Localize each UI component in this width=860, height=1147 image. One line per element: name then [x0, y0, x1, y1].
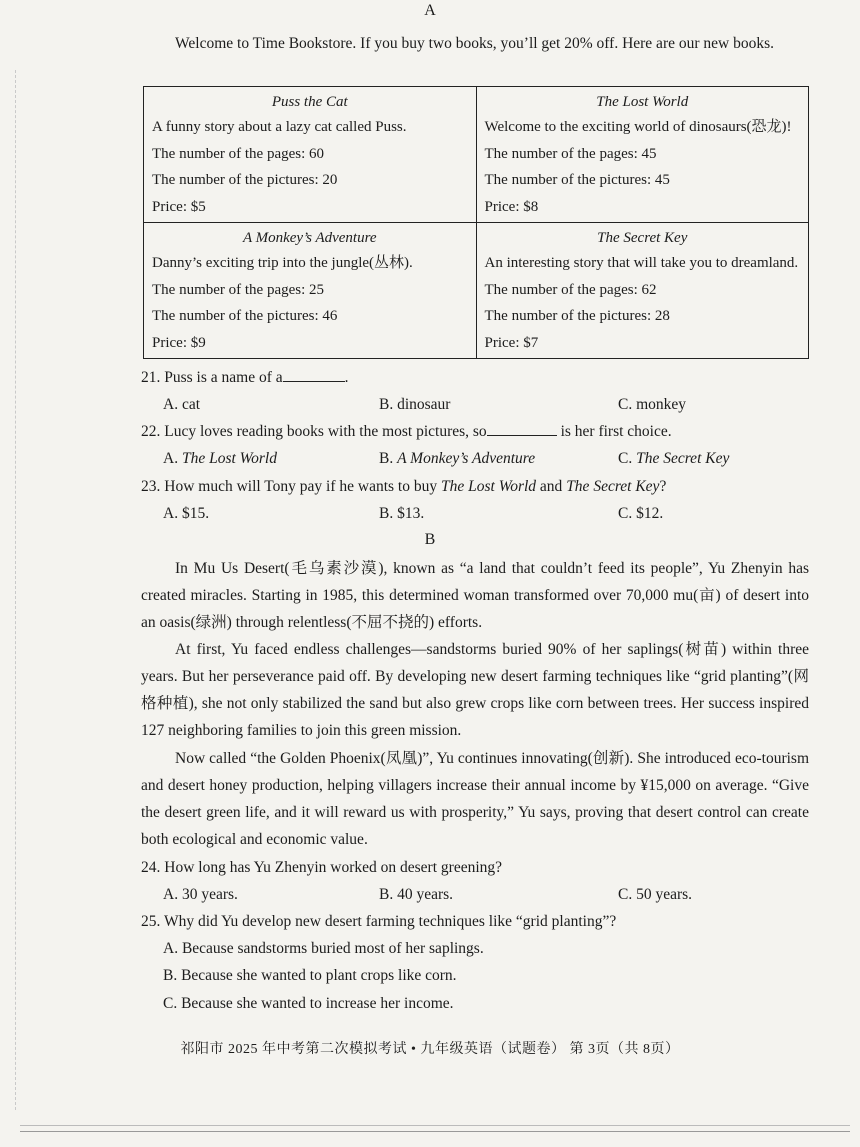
option-c: C. Because she wanted to increase her income.: [163, 995, 454, 1012]
table-row: [144, 223, 809, 359]
book-cell: [144, 223, 477, 359]
answer-blank[interactable]: [487, 421, 557, 436]
book-price: Price: $9: [152, 334, 206, 351]
bottom-rule: [20, 1131, 850, 1132]
question-stem-end: .: [344, 369, 349, 386]
book-cell: [476, 87, 809, 223]
page-footer: 祁阳市 2025 年中考第二次模拟考试 • 九年级英语（试题卷） 第 3页（共 8页）: [180, 1042, 680, 1057]
answer-blank[interactable]: [283, 367, 345, 382]
option-b: B. dinosaur: [379, 396, 451, 413]
question-stem: 23. How much will Tony pay if he wants to buy: [141, 478, 441, 495]
option-title: The Secret Key: [636, 450, 730, 467]
option-a: [163, 448, 277, 470]
question-stem: 22. Lucy loves reading books with the most pictures, so: [141, 423, 487, 440]
option-b: [379, 448, 535, 470]
question-23: [141, 476, 666, 498]
question-21: [141, 367, 349, 389]
option-title: A Monkey’s Adventure: [397, 450, 536, 467]
book-table: [143, 86, 809, 359]
section-a-intro: Welcome to Time Bookstore. If you buy two books, you’ll get 20% off. Here are our new books.: [175, 35, 774, 52]
question-22: [141, 421, 672, 443]
bottom-rule: [20, 1125, 850, 1126]
option-a: A. $15.: [163, 505, 210, 522]
option-c: [618, 448, 729, 470]
book-title: Puss the Cat: [271, 94, 348, 110]
book-title-ref: The Secret Key: [566, 478, 660, 495]
book-title-ref: The Lost World: [441, 478, 537, 495]
option-a: A. 30 years.: [163, 886, 238, 903]
section-b-label: B: [424, 531, 436, 548]
book-title: A Monkey’s Adventure: [242, 230, 377, 246]
option-c: C. $12.: [618, 505, 664, 522]
book-title: The Secret Key: [597, 230, 688, 246]
book-pages: The number of the pages: 62: [484, 281, 657, 298]
book-cell: [476, 223, 809, 359]
book-description: Danny’s exciting trip into the jungle(丛林).: [152, 255, 413, 271]
option-letter: A.: [163, 450, 182, 467]
question-stem-end: is her first choice.: [556, 423, 672, 440]
option-c: C. monkey: [618, 396, 687, 413]
book-price: Price: $7: [484, 334, 539, 351]
passage-paragraph-2: At first, Yu faced endless challenges—sandstorms buried 90% of her saplings(树苗) within three years. But her perseverance paid off. By developing new desert farming techniques like “grid planting”(网格种植), she not only stabilized the sand but also grew crops like corn between trees. Her success inspired 127 neighboring families to join this green mission.: [141, 641, 809, 739]
book-pages: The number of the pages: 60: [152, 145, 325, 162]
option-a: A. cat: [163, 396, 201, 413]
book-pages: The number of the pages: 25: [152, 281, 325, 298]
passage-paragraph-3: Now called “the Golden Phoenix(凤凰)”, Yu continues innovating(创新). She introduced eco-tourism and desert honey production, helping villagers increase their annual income by ¥15,000 on average. “Give the desert green life, and it will reward us with prosperity,” Yu says, proving that desert control can create both ecological and economic value.: [141, 750, 809, 848]
book-description: A funny story about a lazy cat called Puss.: [152, 119, 407, 135]
book-price: Price: $8: [484, 198, 539, 215]
book-pages: The number of the pages: 45: [484, 145, 657, 162]
book-pictures: The number of the pictures: 20: [152, 172, 338, 188]
book-cell: [144, 87, 477, 223]
book-pictures: The number of the pictures: 46: [152, 308, 338, 324]
option-letter: C.: [618, 450, 637, 467]
passage-paragraph-1: In Mu Us Desert(毛乌素沙漠), known as “a land that couldn’t feed its people”, Yu Zhenyin has created miracles. Starting in 1985, this determined woman transformed over 70,000 mu(亩) of desert into an oasis(绿洲) through relentless(不屈不挠的) efforts.: [141, 560, 809, 631]
question-24: 24. How long has Yu Zhenyin worked on desert greening?: [141, 859, 503, 876]
option-b: B. Because she wanted to plant crops like corn.: [163, 967, 457, 984]
question-stem-end: ?: [659, 478, 667, 495]
section-a-label: A: [424, 2, 436, 19]
table-row: [144, 87, 809, 223]
option-b: B. $13.: [379, 505, 425, 522]
question-stem: 21. Puss is a name of a: [141, 369, 283, 386]
book-description: Welcome to the exciting world of dinosaurs(恐龙)!: [484, 119, 792, 135]
book-description: An interesting story that will take you to dreamland.: [484, 255, 799, 271]
option-c: C. 50 years.: [618, 886, 693, 903]
option-title: The Lost World: [181, 450, 277, 467]
question-25: 25. Why did Yu develop new desert farming techniques like “grid planting”?: [141, 913, 617, 930]
option-a: A. Because sandstorms buried most of her saplings.: [163, 940, 484, 957]
book-title: The Lost World: [596, 94, 689, 110]
option-letter: B.: [379, 450, 398, 467]
binding-line: [15, 70, 16, 1110]
book-pictures: The number of the pictures: 45: [484, 172, 670, 188]
book-pictures: The number of the pictures: 28: [484, 308, 670, 324]
option-b: B. 40 years.: [379, 886, 454, 903]
book-price: Price: $5: [152, 198, 206, 215]
question-stem: and: [536, 478, 567, 495]
